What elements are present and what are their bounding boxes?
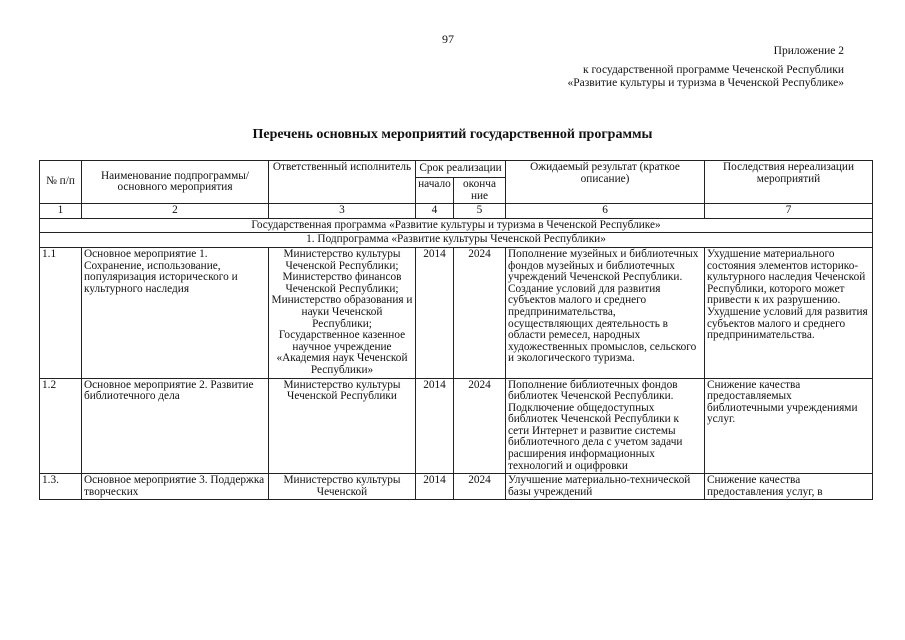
row-num: 1.3. — [40, 474, 82, 500]
measures-table — [39, 160, 873, 500]
subprogram-title: 1. Подпрограмма «Развитие культуры Чеченской Республики» — [40, 233, 873, 248]
column-number: 3 — [269, 204, 416, 219]
column-number: 2 — [82, 204, 269, 219]
row-name: Основное мероприятие 2. Развитие библиотечного дела — [82, 378, 269, 474]
table-row — [40, 474, 873, 500]
row-result: Пополнение библиотечных фондов библиотек Чеченской Республики. Подключение общедоступных библиотек Чеченской Республики к сети Интернет и развитие системы библиотечного дела с учетом задачи расширения информационных технологий и оцифровки — [506, 378, 705, 474]
header-consequences: Последствия нереализации мероприятий — [705, 161, 873, 204]
table-row — [40, 378, 873, 474]
document-title: Перечень основных мероприятий государственной программы — [252, 127, 653, 142]
header-result: Ожидаемый результат (краткое описание) — [506, 161, 705, 204]
column-numbers-row — [40, 204, 873, 219]
row-executor: Министерство культуры Чеченской — [269, 474, 416, 500]
row-num: 1.2 — [40, 378, 82, 474]
program-title: Государственная программа «Развитие культуры и туризма в Чеченской Республике» — [40, 218, 873, 233]
row-consequences: Ухудшение материального состояния элементов историко-культурного наследия Чеченской Республики, которого может привести к их разрушению. Ухудшение условий для развития субъектов малого и среднего предпринимательства. — [705, 247, 873, 378]
row-result: Улучшение материально-технической базы учреждений — [506, 474, 705, 500]
appendix-program-line: к государственной программе Чеченской Республики — [583, 64, 844, 76]
appendix-program-name: «Развитие культуры и туризма в Чеченской Республике» — [567, 77, 844, 89]
header-num: № п/п — [40, 161, 82, 204]
row-start: 2014 — [416, 474, 454, 500]
subprogram-row — [40, 233, 873, 248]
program-row — [40, 218, 873, 233]
row-num: 1.1 — [40, 247, 82, 378]
column-number: 7 — [705, 204, 873, 219]
row-end: 2024 — [454, 378, 506, 474]
page-number: 97 — [442, 32, 454, 46]
header-period: Срок реализации — [416, 161, 506, 178]
appendix-label: Приложение 2 — [773, 45, 844, 57]
row-consequences: Снижение качества предоставления услуг, в — [705, 474, 873, 500]
row-start: 2014 — [416, 378, 454, 474]
header-start: начало — [416, 178, 454, 204]
column-number: 5 — [454, 204, 506, 219]
row-consequences: Снижение качества предоставляемых библиотечными учреждениями услуг. — [705, 378, 873, 474]
row-start: 2014 — [416, 247, 454, 378]
row-name: Основное мероприятие 3. Поддержка творческих — [82, 474, 269, 500]
row-name: Основное мероприятие 1. Сохранение, использование, популяризация исторического и культурного наследия — [82, 247, 269, 378]
column-number: 4 — [416, 204, 454, 219]
table-row — [40, 247, 873, 378]
row-executor: Министерство культуры Чеченской Республики; Министерство финансов Чеченской Республики; Министерство образования и науки Чеченской Республики; Государственное казенное научное учреждение «Академия наук Чеченской Республики» — [269, 247, 416, 378]
column-number: 6 — [506, 204, 705, 219]
row-end: 2024 — [454, 247, 506, 378]
appendix-caption — [568, 45, 844, 90]
row-end: 2024 — [454, 474, 506, 500]
header-name: Наименование подпрограммы/ основного мероприятия — [82, 161, 269, 204]
row-result: Пополнение музейных и библиотечных фондов музейных и библиотечных учреждений Чеченской Республики. Создание условий для развития субъектов малого и среднего предпринимательства, осуществляющих деятельность в области ремесел, народных художественных промыслов, сельского и экологического туризма. — [506, 247, 705, 378]
column-number: 1 — [40, 204, 82, 219]
header-end: оконча ние — [454, 178, 506, 204]
row-executor: Министерство культуры Чеченской Республики — [269, 378, 416, 474]
header-executor: Ответственный исполнитель — [269, 161, 416, 204]
